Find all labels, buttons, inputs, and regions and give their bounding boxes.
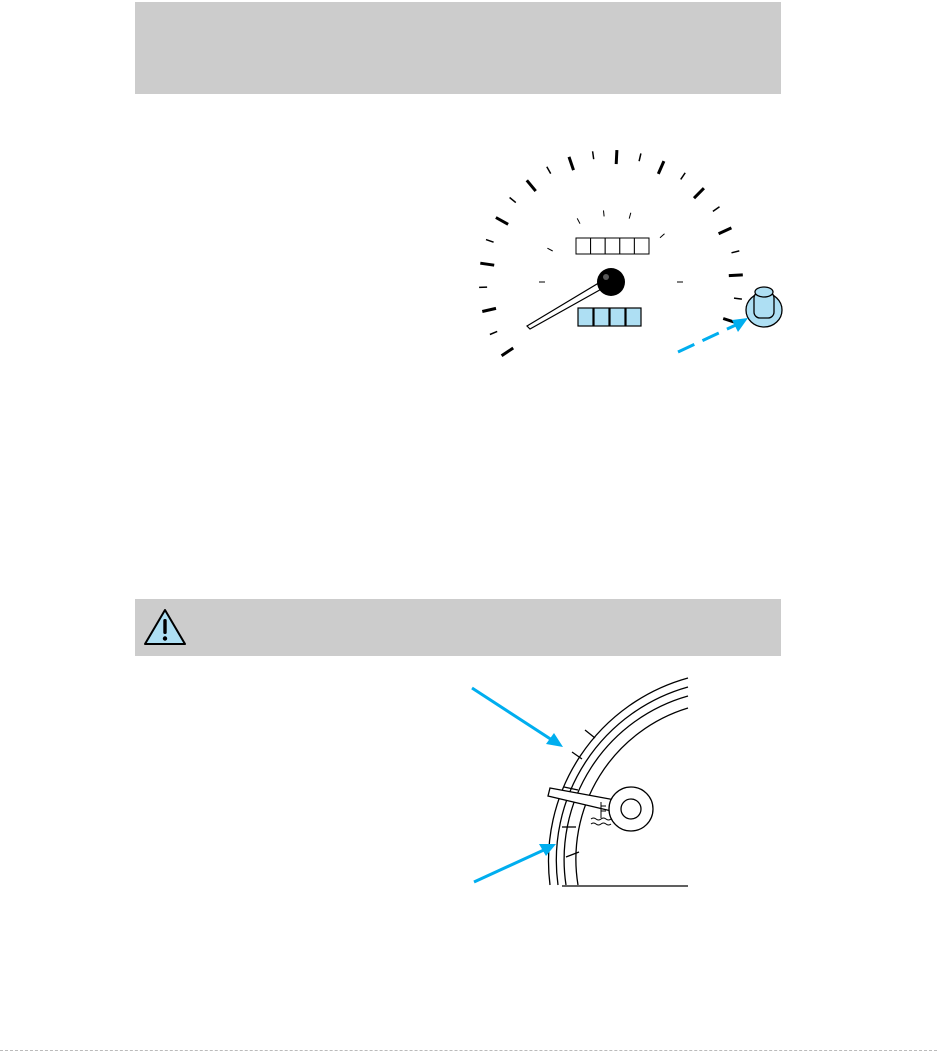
speedometer-inner-tick bbox=[577, 218, 580, 223]
speedometer-tick bbox=[732, 251, 740, 253]
trip-reset-button-icon bbox=[746, 287, 782, 327]
speedometer-tick bbox=[527, 180, 536, 191]
warning-band bbox=[135, 599, 781, 656]
speedometer-tick bbox=[569, 157, 574, 170]
warning-triangle-icon bbox=[143, 608, 187, 646]
temperature-gauge-illustration bbox=[466, 672, 696, 894]
speedometer-tick bbox=[486, 240, 494, 243]
speedometer-tick bbox=[729, 275, 743, 276]
speedometer-tick bbox=[510, 198, 516, 203]
trip-odometer-display bbox=[578, 308, 641, 326]
speedometer-tick bbox=[713, 207, 720, 212]
speedometer-tick bbox=[681, 173, 686, 180]
speedometer-tick bbox=[639, 153, 641, 161]
speedometer-tick bbox=[547, 167, 551, 174]
speedometer-illustration bbox=[470, 140, 790, 365]
speedometer-tick bbox=[502, 348, 514, 356]
upper-pointer-arrow bbox=[472, 688, 563, 747]
speedometer-inner-tick bbox=[660, 234, 665, 238]
speedometer-tick bbox=[694, 188, 704, 198]
speedometer-tick bbox=[480, 263, 494, 265]
speedometer-tick bbox=[593, 151, 594, 159]
header-band bbox=[135, 2, 781, 94]
footer-rule bbox=[0, 1050, 937, 1051]
odometer-display bbox=[576, 238, 649, 254]
temperature-gauge-dial bbox=[548, 678, 688, 886]
speedometer-tick bbox=[719, 228, 732, 234]
speedometer-tick bbox=[490, 331, 497, 334]
speedometer-tick bbox=[658, 161, 664, 174]
speedometer-inner-tick bbox=[629, 213, 631, 219]
speedometer-tick bbox=[616, 150, 617, 164]
speedometer-inner-tick bbox=[604, 210, 605, 216]
speedometer-tick bbox=[496, 218, 508, 225]
speedometer-tick bbox=[482, 308, 496, 311]
lower-pointer-arrow bbox=[474, 844, 556, 882]
speedometer-tick bbox=[734, 298, 742, 299]
speedometer-inner-tick bbox=[547, 248, 552, 251]
reset-button-pointer-arrow bbox=[678, 318, 748, 352]
